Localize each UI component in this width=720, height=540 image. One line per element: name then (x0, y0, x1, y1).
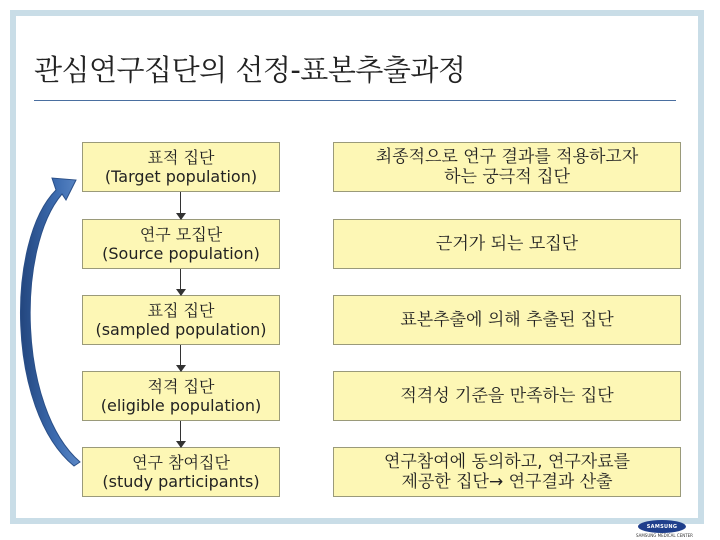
box-label-ko: 연구 참여집단 (132, 452, 230, 472)
down-arrow (180, 421, 181, 447)
description-line: 표본추출에 의해 추출된 집단 (400, 309, 614, 330)
description-line: 근거가 되는 모집단 (435, 233, 579, 254)
box-label-ko: 연구 모집단 (139, 224, 223, 244)
eligible-population-box (82, 371, 280, 421)
eligible-description-box (333, 371, 681, 421)
target-description-box (333, 142, 681, 192)
study-participants-box (82, 447, 280, 497)
box-label-ko: 적격 집단 (147, 376, 215, 396)
slide-title: 관심연구집단의 선정-표본추출과정 (34, 53, 466, 87)
box-label-ko: 표적 집단 (147, 147, 215, 167)
source-description-box (333, 219, 681, 269)
source-population-box (82, 219, 280, 269)
description-line: 최종적으로 연구 결과를 적용하고자 (375, 146, 639, 167)
down-arrow (180, 192, 181, 219)
participants-description-box (333, 447, 681, 497)
description-line: 연구참여에 동의하고, 연구자료를 (383, 451, 631, 472)
sampled-population-box (82, 295, 280, 345)
logo-subtitle: SAMSUNG MEDICAL CENTER (636, 533, 693, 538)
box-label-en: (study participants) (102, 472, 260, 491)
box-label-en: (Source population) (102, 244, 260, 263)
description-line: 적격성 기준을 만족하는 집단 (400, 385, 614, 406)
samsung-logo (638, 520, 686, 533)
target-population-box (82, 142, 280, 192)
box-label-en: (Target population) (104, 167, 258, 186)
logo-brand: SAMSUNG (646, 523, 678, 530)
description-line: 하는 궁극적 집단 (444, 167, 570, 187)
description-line: 제공한 집단→ 연구결과 산출 (401, 472, 613, 492)
down-arrow (180, 269, 181, 295)
down-arrow (180, 345, 181, 371)
box-label-en: (sampled population) (95, 320, 267, 339)
box-label-en: (eligible population) (100, 396, 262, 415)
box-label-ko: 표집 집단 (147, 300, 215, 320)
sampled-description-box (333, 295, 681, 345)
